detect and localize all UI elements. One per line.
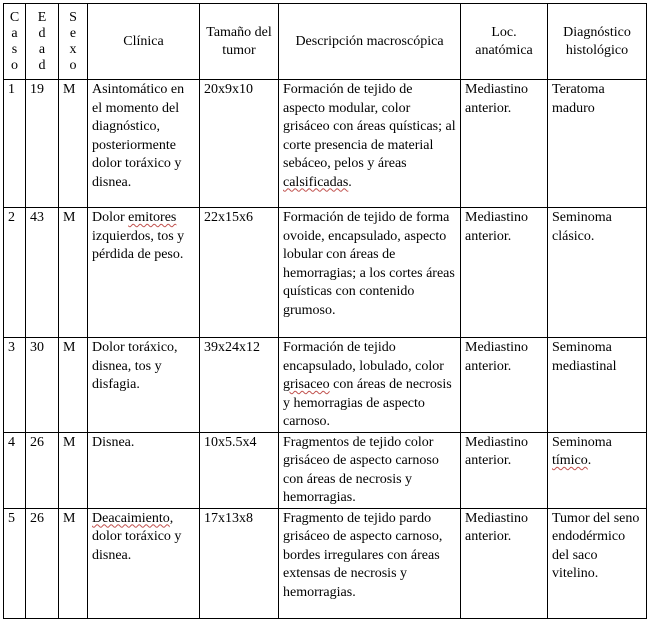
- cell-descripcion: Fragmento de tejido pardo grisáceo de aspecto carnoso, bordes irregulares con áreas extensas de necrosis y hemorragias.: [279, 508, 461, 618]
- spellcheck-word: tímico: [552, 453, 588, 468]
- cell-descripcion: Formación de tejido encapsulado, lobulado, color grisaceo con áreas de necrosis y hemorragias de aspecto carnoso.: [279, 338, 461, 433]
- cell-edad: 43: [26, 208, 59, 338]
- spellcheck-word: calsificadas: [283, 174, 349, 190]
- cell-descripcion: Fragmentos de tejido color grisáceo de aspecto carnoso con áreas de necrosis y hemorragias.: [279, 432, 461, 508]
- header-loc: Loc. anatómica: [461, 4, 548, 80]
- cell-diagnostico: Tumor del seno endodérmico del saco vitelino.: [548, 508, 647, 618]
- cell-descripcion: Formación de tejido de forma ovoide, encapsulado, aspecto lobular con áreas de hemorragias; a los cortes áreas quísticas con contenido grumoso.: [279, 208, 461, 338]
- table-row: [4, 338, 647, 433]
- cell-sexo: M: [59, 508, 88, 618]
- cell-tamano: 10x5.5x4: [200, 432, 279, 508]
- table-row: [4, 208, 647, 338]
- header-tamano: Tamaño del tumor: [200, 4, 279, 80]
- spellcheck-word: Deacaimiento: [92, 510, 170, 526]
- cell-tamano: 20x9x10: [200, 80, 279, 208]
- cell-diagnostico: Seminoma tímico.: [548, 432, 647, 508]
- cell-diagnostico: Seminoma clásico.: [548, 208, 647, 338]
- cell-sexo: M: [59, 80, 88, 208]
- cell-loc: Mediastino anterior.: [461, 208, 548, 338]
- header-clinica: Clínica: [88, 4, 200, 80]
- cell-edad: 30: [26, 338, 59, 433]
- cell-caso: 1: [4, 80, 26, 208]
- header-sexo: S e x o: [59, 4, 88, 80]
- cell-loc: Mediastino anterior.: [461, 432, 548, 508]
- cell-loc: Mediastino anterior.: [461, 80, 548, 208]
- header-caso: C a s o: [4, 4, 26, 80]
- cell-sexo: M: [59, 208, 88, 338]
- cell-edad: 26: [26, 508, 59, 618]
- header-diagnostico: Diagnóstico histológico: [548, 4, 647, 80]
- table-row: [4, 508, 647, 618]
- cell-caso: 2: [4, 208, 26, 338]
- cell-caso: 3: [4, 338, 26, 433]
- cell-clinica: Dolor emitores izquierdos, tos y pérdida de peso.: [88, 208, 200, 338]
- cell-edad: 26: [26, 432, 59, 508]
- cell-caso: 4: [4, 432, 26, 508]
- cell-clinica: Disnea.: [88, 432, 200, 508]
- table-row: [4, 80, 647, 208]
- cell-descripcion: Formación de tejido de aspecto modular, color grisáceo con áreas quísticas; al corte presencia de material sebáceo, pelos y áreas calsificadas.: [279, 80, 461, 208]
- cell-diagnostico: Seminoma mediastinal: [548, 338, 647, 433]
- cell-loc: Mediastino anterior.: [461, 508, 548, 618]
- cell-edad: 19: [26, 80, 59, 208]
- spellcheck-word: grisaceo: [283, 377, 330, 392]
- cell-clinica: Dolor toráxico, disnea, tos y disfagia.: [88, 338, 200, 433]
- cell-tamano: 39x24x12: [200, 338, 279, 433]
- cell-tamano: 17x13x8: [200, 508, 279, 618]
- cell-clinica: Deacaimiento, dolor toráxico y disnea.: [88, 508, 200, 618]
- cell-tamano: 22x15x6: [200, 208, 279, 338]
- case-table: [3, 3, 647, 619]
- cell-loc: Mediastino anterior.: [461, 338, 548, 433]
- header-row: [4, 4, 647, 80]
- cell-diagnostico: Teratoma maduro: [548, 80, 647, 208]
- spellcheck-word: emitores: [128, 210, 177, 225]
- cell-sexo: M: [59, 432, 88, 508]
- header-edad: E d a d: [26, 4, 59, 80]
- cell-clinica: Asintomático en el momento del diagnóstico, posteriormente dolor toráxico y disnea.: [88, 80, 200, 208]
- header-descripcion: Descripción macroscópica: [279, 4, 461, 80]
- cell-sexo: M: [59, 338, 88, 433]
- cell-caso: 5: [4, 508, 26, 618]
- table-row: [4, 432, 647, 508]
